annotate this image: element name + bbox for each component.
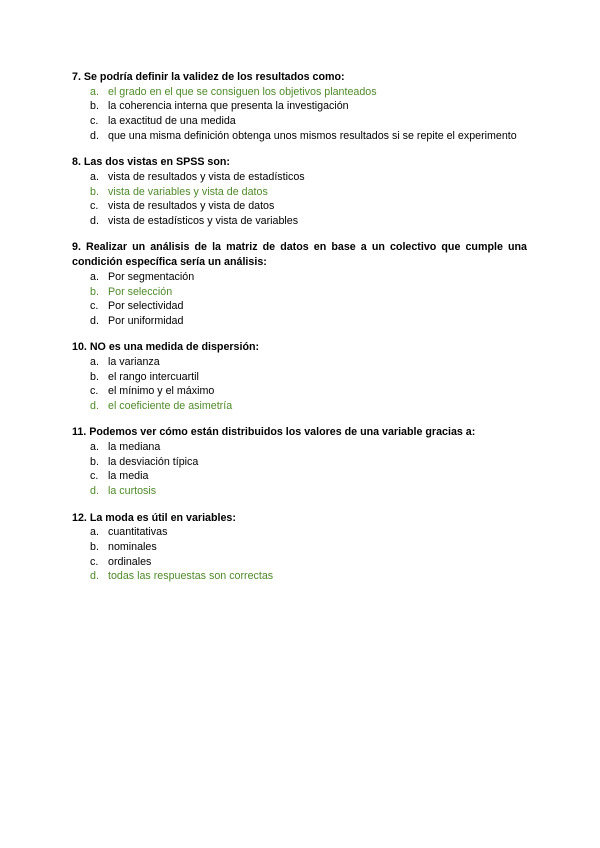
option-letter: d. <box>90 129 99 142</box>
option-text: Por selección <box>108 285 173 298</box>
question-9 <box>72 240 527 328</box>
option-text: vista de variables y vista de datos <box>108 185 268 198</box>
option-letter: a. <box>90 85 99 98</box>
option-text: cuantitativas <box>108 526 168 539</box>
options-list <box>72 270 527 328</box>
option-text: ordinales <box>108 555 152 568</box>
option-text: que una misma definición obtenga unos mismos resultados si se repite el experimento <box>108 129 517 142</box>
option-b <box>72 285 527 300</box>
option-b <box>72 185 527 200</box>
question-text: 8. Las dos vistas en SPSS son: <box>72 156 230 169</box>
option-text: nominales <box>108 541 157 554</box>
question-text: 7. Se podría definir la validez de los resultados como: <box>72 71 345 83</box>
option-c <box>72 114 527 129</box>
options-list <box>72 440 527 498</box>
option-text: la media <box>108 470 149 483</box>
option-text: vista de resultados y vista de estadísticos <box>108 170 305 183</box>
option-letter: c. <box>90 200 99 213</box>
option-b <box>72 370 527 385</box>
options-list <box>72 355 527 413</box>
option-text: el rango intercuartil <box>108 370 199 383</box>
option-d <box>72 569 527 584</box>
option-letter: a. <box>90 356 99 369</box>
option-a <box>72 525 527 540</box>
option-letter: d. <box>90 214 99 227</box>
option-letter: b. <box>90 100 99 113</box>
option-d <box>72 484 527 499</box>
option-a <box>72 85 527 100</box>
option-text: todas las respuestas son correctas <box>108 570 274 583</box>
option-text: la exactitud de una medida <box>108 114 236 127</box>
option-letter: b. <box>90 541 99 554</box>
option-letter: d. <box>90 399 99 412</box>
option-text: la varianza <box>108 356 160 369</box>
option-c <box>72 199 527 214</box>
option-text: la mediana <box>108 441 161 454</box>
option-letter: c. <box>90 385 99 398</box>
option-c <box>72 384 527 399</box>
question-text: 11. Podemos ver cómo están distribuidos los valores de una variable gracias a: <box>72 426 476 439</box>
question-11 <box>72 425 527 498</box>
question-text: 12. La moda es útil en variables: <box>72 511 236 524</box>
option-c <box>72 555 527 570</box>
option-text: Por selectividad <box>108 300 184 313</box>
option-letter: b. <box>90 285 99 298</box>
option-text: Por segmentación <box>108 270 195 283</box>
option-letter: d. <box>90 570 99 583</box>
option-letter: b. <box>90 370 99 383</box>
options-list <box>72 170 527 228</box>
option-d <box>72 214 527 229</box>
option-letter: d. <box>90 314 99 327</box>
option-letter: c. <box>90 300 99 313</box>
option-a <box>72 270 527 285</box>
question-10 <box>72 340 527 413</box>
option-a <box>72 440 527 455</box>
options-list <box>72 525 527 583</box>
option-letter: c. <box>90 114 99 127</box>
option-text: la curtosis <box>108 485 157 498</box>
option-d <box>72 314 527 329</box>
option-letter: c. <box>90 555 99 568</box>
option-text: Por uniformidad <box>108 314 184 327</box>
option-text: vista de estadísticos y vista de variables <box>108 214 299 227</box>
option-text: la coherencia interna que presenta la investigación <box>108 100 349 113</box>
question-12 <box>72 511 527 584</box>
options-list <box>72 85 527 143</box>
question-7 <box>72 70 527 143</box>
option-letter: b. <box>90 455 99 468</box>
option-letter: c. <box>90 470 99 483</box>
option-b <box>72 455 527 470</box>
option-letter: a. <box>90 441 99 454</box>
option-letter: b. <box>90 185 99 198</box>
option-c <box>72 469 527 484</box>
option-d <box>72 129 527 144</box>
option-b <box>72 540 527 555</box>
option-a <box>72 355 527 370</box>
quiz-page <box>72 70 527 596</box>
option-b <box>72 99 527 114</box>
option-text: vista de resultados y vista de datos <box>108 200 275 213</box>
option-text: la desviación típica <box>108 455 199 468</box>
option-a <box>72 170 527 185</box>
question-text: 9. Realizar un análisis de la matriz de datos en base a un colectivo que cumple una condición específica sería un análisis: <box>72 241 527 269</box>
option-text: el grado en el que se consiguen los objetivos planteados <box>108 85 377 98</box>
option-d <box>72 399 527 414</box>
question-8 <box>72 155 527 228</box>
question-text: 10. NO es una medida de dispersión: <box>72 341 260 354</box>
option-text: el mínimo y el máximo <box>108 385 215 398</box>
option-letter: a. <box>90 270 99 283</box>
option-letter: a. <box>90 170 99 183</box>
option-letter: d. <box>90 485 99 498</box>
option-text: el coeficiente de asimetría <box>108 399 233 412</box>
option-c <box>72 299 527 314</box>
option-letter: a. <box>90 526 99 539</box>
